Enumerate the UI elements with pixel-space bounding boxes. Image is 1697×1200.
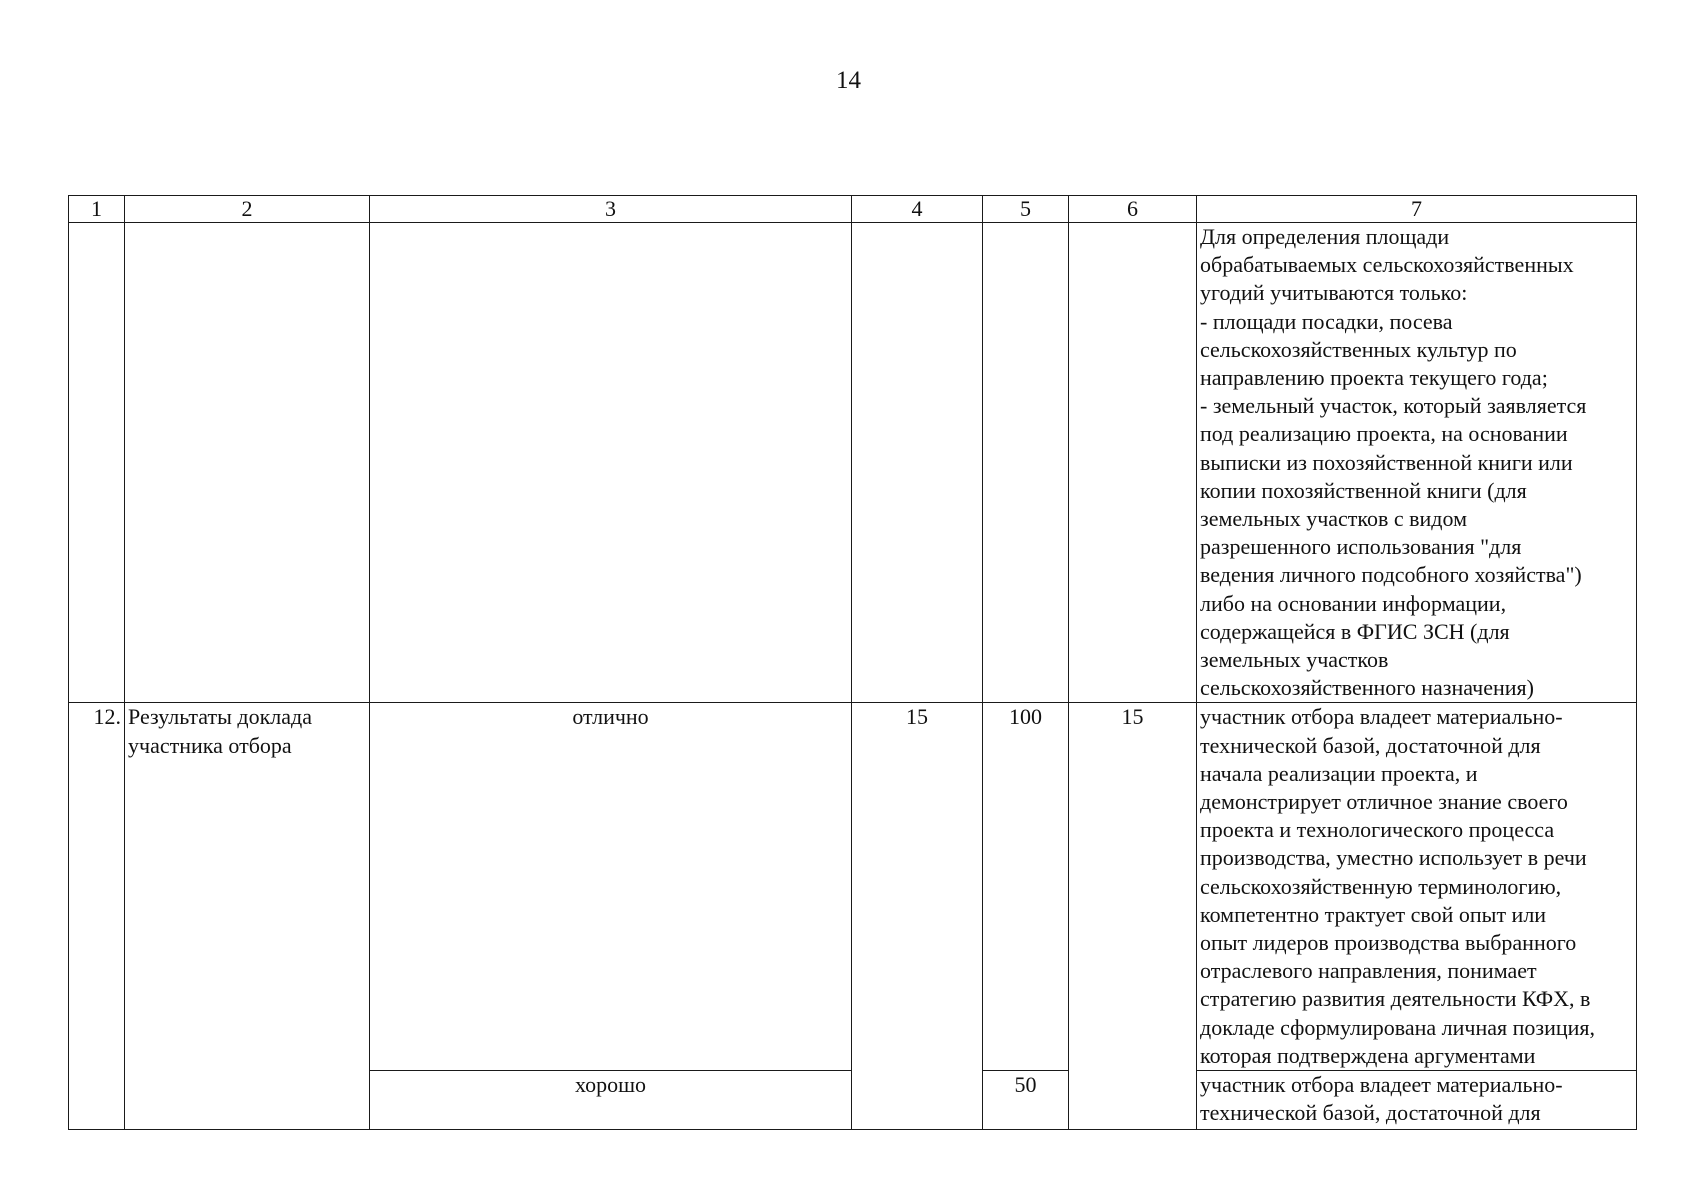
row-12-criterion [125,703,370,1130]
description-line: выписки из похозяйственной книги или [1200,449,1573,475]
description-line: под реализацию проекта, на основании [1200,421,1568,447]
description-line: - земельный участок, который заявляется [1200,393,1587,419]
description-line: Для определения площади [1200,224,1450,249]
description-line: копии похозяйственной книги (для [1200,477,1527,503]
grade-excellent: отлично [370,703,852,1071]
description-line: угодий учитываются только: [1200,280,1468,306]
cont-max-cell [1069,223,1197,703]
score-excellent: 100 [983,703,1069,1071]
cont-grade-cell [370,223,852,703]
description-line: содержащейся в ФГИС ЗСН (для [1200,618,1510,644]
description-line: стратегию развития деятельности КФХ, в [1200,986,1591,1012]
cont-description-cell [1197,223,1637,703]
score-good: 50 [983,1071,1069,1130]
row-12-excellent [69,703,1637,1071]
cont-weight-cell [852,223,983,703]
description-line: направлению проекта текущего года; [1200,365,1548,391]
header-cell-6: 6 [1069,196,1197,223]
description-line: производства, уместно использует в речи [1200,845,1587,871]
header-cell-5: 5 [983,196,1069,223]
description-line: которая подтверждена аргументами [1200,1042,1536,1068]
continuation-row [69,223,1637,703]
description-line: опыт лидеров производства выбранного [1200,930,1577,956]
criterion-line: Результаты доклада [128,704,312,730]
row-12-max-score: 15 [1069,703,1197,1130]
header-cell-2: 2 [125,196,370,223]
cont-number-cell [69,223,125,703]
description-good [1197,1071,1637,1130]
description-line: ведения личного подсобного хозяйства") [1200,562,1582,588]
grade-good: хорошо [370,1071,852,1130]
description-line: отраслевого направления, понимает [1200,958,1537,984]
description-line: докладе сформулирована личная позиция, [1200,1014,1596,1040]
header-row [69,196,1637,223]
description-line: обрабатываемых сельскохозяйственных [1200,252,1574,278]
description-line: проекта и технологического процесса [1200,817,1555,843]
row-12-weight: 15 [852,703,983,1130]
description-line: технической базой, достаточной для [1200,1100,1541,1126]
cont-score-cell [983,223,1069,703]
description-line: либо на основании информации, [1200,590,1507,616]
description-line: - площади посадки, посева [1200,308,1453,334]
description-line: сельскохозяйственных культур по [1200,336,1517,362]
page-number: 14 [836,67,861,94]
criterion-line: участника отбора [128,732,292,758]
description-line: участник отбора владеет материально- [1200,1072,1563,1098]
description-line: сельскохозяйственного назначения) [1200,675,1534,701]
description-line: земельных участков с видом [1200,506,1467,532]
description-line: участник отбора владеет материально- [1200,704,1563,730]
header-cell-4: 4 [852,196,983,223]
description-line: земельных участков [1200,647,1389,673]
header-cell-3: 3 [370,196,852,223]
description-line: демонстрирует отличное знание своего [1200,789,1568,815]
header-cell-1: 1 [69,196,125,223]
description-line: компетентно трактует свой опыт или [1200,901,1547,927]
description-line: сельскохозяйственную терминологию, [1200,873,1562,899]
description-line: начала реализации проекта, и [1200,760,1478,786]
criteria-table [68,195,1637,1130]
description-line: разрешенного использования "для [1200,534,1522,560]
description-excellent [1197,703,1637,1071]
row-12-number: 12. [69,703,125,1130]
header-cell-7: 7 [1197,196,1637,223]
description-line: технической базой, достаточной для [1200,732,1541,758]
cont-criterion-cell [125,223,370,703]
